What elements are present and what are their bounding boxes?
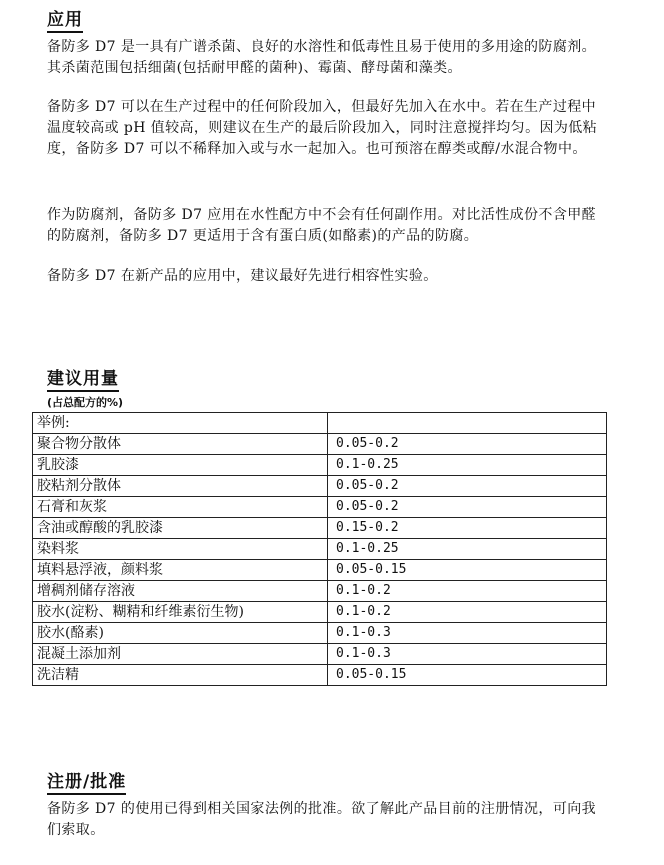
table-cell-item: 胶粘剂分散体 xyxy=(33,476,328,497)
table-cell-value: 0.05-0.2 xyxy=(328,476,607,497)
table-cell-item: 乳胶漆 xyxy=(33,455,328,476)
application-paragraph-4: 备防多 D7 在新产品的应用中，建议最好先进行相容性实验。 xyxy=(47,268,438,284)
table-cell-item: 含油或醇酸的乳胶漆 xyxy=(33,518,328,539)
table-row xyxy=(33,644,607,665)
table-cell-item: 增稠剂储存溶液 xyxy=(33,581,328,602)
table-row xyxy=(33,539,607,560)
table-cell-value: 0.05-0.15 xyxy=(328,560,607,581)
table-row xyxy=(33,497,607,518)
table-row xyxy=(33,602,607,623)
table-cell-value: 0.1-0.25 xyxy=(328,539,607,560)
table-cell-value: 0.1-0.3 xyxy=(328,623,607,644)
table-cell-item: 胶水(淀粉、糊精和纤维素衍生物) xyxy=(33,602,328,623)
application-paragraph-3: 作为防腐剂，备防多 D7 应用在水性配方中不会有任何副作用。对比活性成份不含甲醛的防腐剂，备防多 D7 更适用于含有蛋白质(如酪素)的产品的防腐。 xyxy=(47,207,597,244)
table-header-label: 举例: xyxy=(33,413,328,434)
application-paragraph-1: 备防多 D7 是一具有广谱杀菌、良好的水溶性和低毒性且易于使用的多用途的防腐剂。其杀菌范围包括细菌(包括耐甲醛的菌种)、霉菌、酵母菌和藻类。 xyxy=(47,39,597,76)
table-row xyxy=(33,623,607,644)
table-cell-item: 聚合物分散体 xyxy=(33,434,328,455)
table-row xyxy=(33,560,607,581)
table-cell-value: 0.1-0.25 xyxy=(328,455,607,476)
table-row xyxy=(33,455,607,476)
table-header-value xyxy=(328,413,607,434)
table-cell-value: 0.05-0.15 xyxy=(328,665,607,686)
table-cell-item: 染料浆 xyxy=(33,539,328,560)
table-cell-item: 洗洁精 xyxy=(33,665,328,686)
dosage-heading: 建议用量 xyxy=(47,369,119,392)
table-header-row xyxy=(33,413,607,434)
table-cell-value: 0.05-0.2 xyxy=(328,434,607,455)
application-paragraph-2: 备防多 D7 可以在生产过程中的任何阶段加入，但最好先加入在水中。若在生产过程中温度较高或 pH 值较高，则建议在生产的最后阶段加入，同时注意搅拌均匀。因为低粘度，备防多 D7 可以不稀释加入或与水一起加入。也可预溶在醇类或醇/水混合物中。 xyxy=(47,99,598,157)
table-row xyxy=(33,665,607,686)
registration-heading: 注册/批准 xyxy=(47,772,126,795)
table-cell-item: 填料悬浮液，颜料浆 xyxy=(33,560,328,581)
table-row xyxy=(33,581,607,602)
table-row xyxy=(33,434,607,455)
registration-paragraph: 备防多 D7 的使用已得到相关国家法例的批准。欲了解此产品目前的注册情况，可向我们索取。 xyxy=(47,801,597,838)
table-cell-item: 混凝土添加剂 xyxy=(33,644,328,665)
table-cell-value: 0.15-0.2 xyxy=(328,518,607,539)
application-heading: 应用 xyxy=(47,10,83,33)
table-row xyxy=(33,518,607,539)
dosage-note: (占总配方的%) xyxy=(47,396,124,409)
table-cell-value: 0.1-0.2 xyxy=(328,602,607,623)
table-cell-item: 石膏和灰浆 xyxy=(33,497,328,518)
table-row xyxy=(33,476,607,497)
table-cell-item: 胶水(酪素) xyxy=(33,623,328,644)
table-cell-value: 0.1-0.2 xyxy=(328,581,607,602)
table-cell-value: 0.1-0.3 xyxy=(328,644,607,665)
table-cell-value: 0.05-0.2 xyxy=(328,497,607,518)
dosage-table xyxy=(32,412,607,686)
